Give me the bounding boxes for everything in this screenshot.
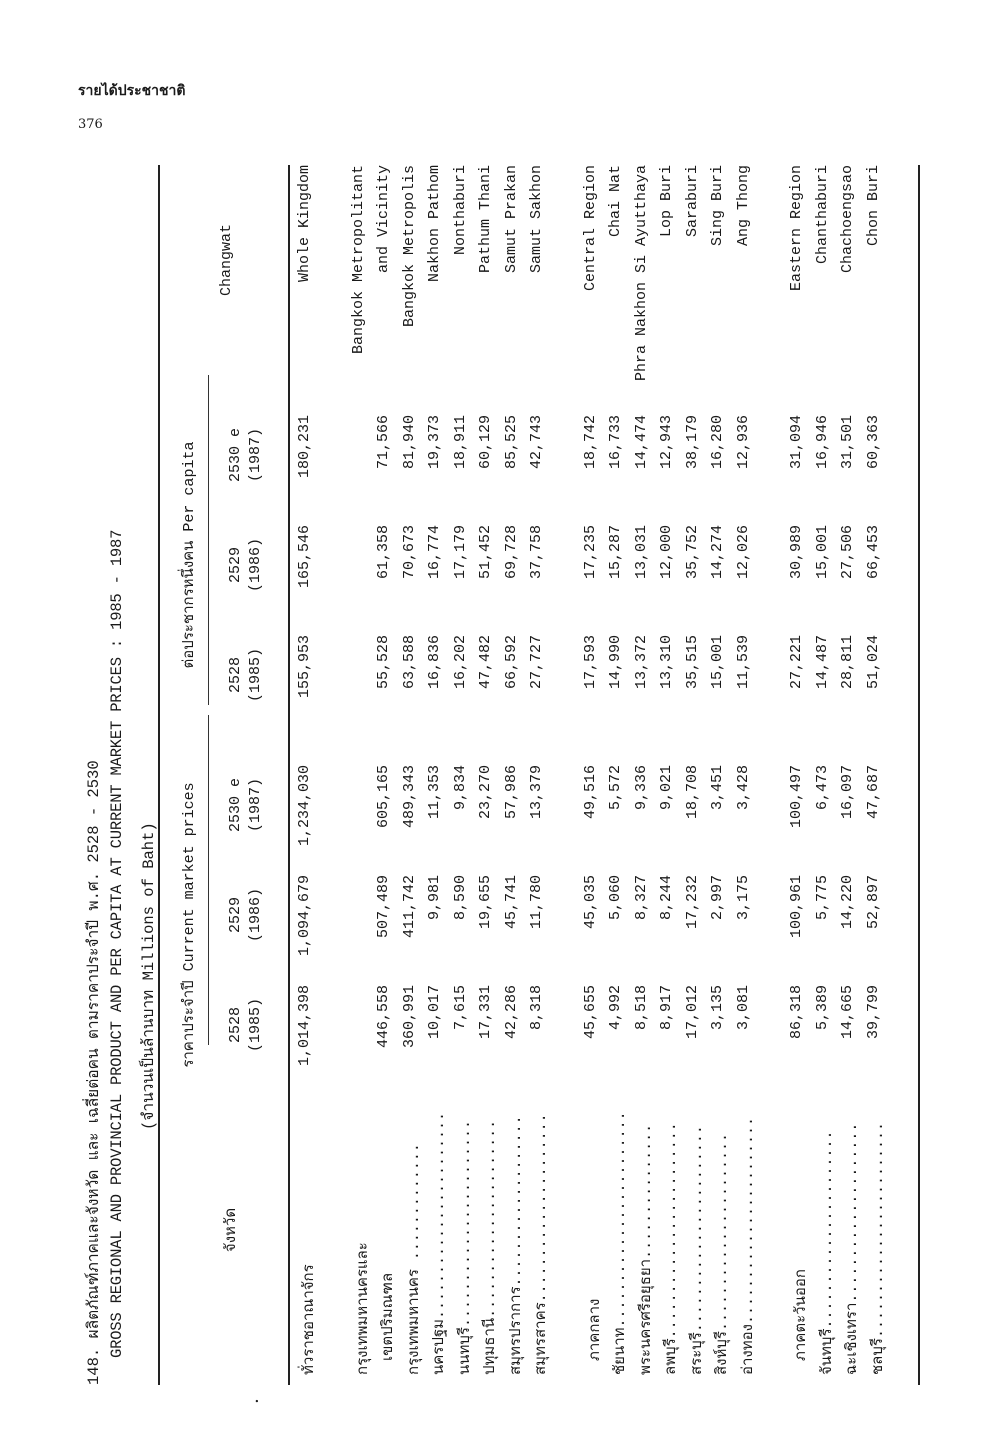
changwat-name-english: Samut Sakhon xyxy=(528,165,545,274)
value-cell: 411,742 xyxy=(400,875,418,939)
changwat-name-english: Eastern Region xyxy=(788,165,805,292)
value-cell: 86,318 xyxy=(788,985,805,1040)
province-name-thai: สมุทรปราการ................... xyxy=(507,1115,525,1375)
value-cell: 16,946 xyxy=(813,415,831,470)
column-year-ce: (1985) xyxy=(247,998,265,1053)
province-name-thai: นนทบุรี....................... xyxy=(456,1119,474,1375)
value-cell: 17,012 xyxy=(683,985,701,1040)
table-row xyxy=(528,165,554,1385)
changwat-name-english: Sing Buri xyxy=(709,165,726,247)
value-cell: 8,327 xyxy=(632,875,650,921)
value-cell: 30,989 xyxy=(788,525,805,580)
value-cell: 66,592 xyxy=(502,635,520,690)
value-cell: 63,588 xyxy=(400,635,418,690)
value-cell: 42,286 xyxy=(502,985,520,1040)
table-row xyxy=(633,165,659,1385)
value-cell: 35,515 xyxy=(683,635,701,690)
changwat-name-english: Chai Nat xyxy=(607,165,624,238)
province-name-thai: ชัยนาท........................ xyxy=(612,1111,629,1375)
value-cell: 9,336 xyxy=(632,765,650,811)
value-cell: 3,428 xyxy=(734,765,752,811)
changwat-name-english: Phra Nakhon Si Ayutthaya xyxy=(632,165,650,382)
value-cell: 13,310 xyxy=(658,635,675,690)
value-cell: 155,953 xyxy=(296,635,313,699)
value-cell: 15,287 xyxy=(607,525,624,580)
table-row xyxy=(350,165,376,1385)
value-cell: 35,752 xyxy=(683,525,701,580)
province-name-thai: เขตปริมณฑล xyxy=(380,1272,397,1361)
value-cell: 2,997 xyxy=(709,875,726,921)
province-name-thai: นครปฐม....................... xyxy=(431,1111,448,1375)
value-cell: 16,733 xyxy=(607,415,624,470)
value-cell: 31,501 xyxy=(839,415,856,470)
column-year-ce: (1986) xyxy=(247,538,265,593)
column-year-be: 2528 xyxy=(227,1007,244,1044)
column-year-be: 2530 e xyxy=(227,778,244,833)
value-cell: 9,981 xyxy=(426,875,443,921)
table-title-english: GROSS REGIONAL AND PROVINCIAL PRODUCT AND PER CAPITA AT CURRENT MARKET PRICES : 1985 - 1987 xyxy=(108,529,126,1358)
value-cell: 60,129 xyxy=(477,415,494,470)
value-cell: 3,451 xyxy=(709,765,726,811)
province-name-thai: อ่างทอง....................... xyxy=(739,1116,757,1375)
value-cell: 3,135 xyxy=(709,985,726,1031)
table-row xyxy=(401,165,427,1385)
table-row xyxy=(839,165,865,1385)
value-cell: 14,274 xyxy=(709,525,726,580)
value-cell: 11,353 xyxy=(426,765,443,820)
value-cell: 8,318 xyxy=(528,985,545,1031)
value-cell: 17,331 xyxy=(477,985,494,1040)
table-row xyxy=(296,165,322,1385)
table-row xyxy=(658,165,684,1385)
column-year-ce: (1985) xyxy=(247,648,265,703)
value-cell: 17,179 xyxy=(451,525,469,580)
value-cell: 14,220 xyxy=(839,875,856,930)
value-cell: 28,811 xyxy=(839,635,856,690)
table-bottom-rule xyxy=(918,165,920,1385)
province-name-thai: ภาคตะวันออก xyxy=(793,1269,810,1361)
group1-underline xyxy=(208,715,209,1045)
column-year-be: 2528 xyxy=(227,657,244,694)
changwat-name-english: Whole Kingdom xyxy=(296,165,313,283)
value-cell: 605,165 xyxy=(375,765,392,829)
value-cell: 31,094 xyxy=(788,415,805,470)
changwat-name-english: Nakhon Pathom xyxy=(426,165,443,283)
changwat-name-english: Chachoengsao xyxy=(839,165,856,274)
value-cell: 55,528 xyxy=(375,635,392,690)
province-name-thai: ปทุมธานี...................... xyxy=(482,1119,499,1375)
column-header-6 xyxy=(226,405,267,505)
table-row xyxy=(709,165,735,1385)
changwat-name-english: Ang Thong xyxy=(734,165,752,247)
province-name-thai: สิงห์บุรี...................... xyxy=(714,1133,731,1375)
value-cell: 16,280 xyxy=(709,415,726,470)
value-cell: 16,774 xyxy=(426,525,443,580)
value-cell: 9,021 xyxy=(658,765,675,811)
value-cell: 49,516 xyxy=(581,765,599,820)
changwat-name-english: Central Region xyxy=(581,165,599,292)
value-cell: 15,001 xyxy=(709,635,726,690)
value-cell: 70,673 xyxy=(400,525,418,580)
value-cell: 18,708 xyxy=(683,765,701,820)
value-cell: 37,758 xyxy=(528,525,545,580)
value-cell: 1,014,398 xyxy=(296,985,313,1067)
value-cell: 360,991 xyxy=(400,985,418,1049)
value-cell: 13,372 xyxy=(632,635,650,690)
value-cell: 66,453 xyxy=(864,525,882,580)
value-cell: 3,081 xyxy=(734,985,752,1031)
value-cell: 27,506 xyxy=(839,525,856,580)
value-cell: 5,389 xyxy=(813,985,831,1031)
value-cell: 16,202 xyxy=(451,635,469,690)
value-cell: 57,986 xyxy=(502,765,520,820)
header-per-capita: ต่อประชากรหนึ่งคน Per capita xyxy=(181,441,198,669)
value-cell: 19,373 xyxy=(426,415,443,470)
value-cell: 17,235 xyxy=(581,525,599,580)
rotated-table xyxy=(48,145,928,1385)
table-unit: (จำนวนเป็นล้านบาท Millions of Baht) xyxy=(140,822,158,1130)
value-cell: 51,452 xyxy=(477,525,494,580)
value-cell: 14,474 xyxy=(632,415,650,470)
value-cell: 18,911 xyxy=(451,415,469,470)
column-year-ce: (1987) xyxy=(247,778,265,833)
changwat-name-english: Pathum Thani xyxy=(477,165,494,274)
value-cell: 1,094,679 xyxy=(296,875,313,957)
province-name-thai: ชลบุรี........................ xyxy=(869,1122,887,1375)
column-year-ce: (1987) xyxy=(247,428,265,483)
province-name-thai: กรุงเทพมหานคร ............. xyxy=(405,1143,423,1375)
changwat-name-english: Nonthaburi xyxy=(451,165,469,256)
value-cell: 38,179 xyxy=(683,415,701,470)
value-cell: 27,727 xyxy=(528,635,545,690)
spacer-row xyxy=(322,165,350,1385)
table-row xyxy=(503,165,529,1385)
spacer-row xyxy=(760,165,788,1385)
value-cell: 42,743 xyxy=(528,415,545,470)
value-cell: 45,655 xyxy=(581,985,599,1040)
column-year-be: 2529 xyxy=(227,547,244,584)
value-cell: 16,097 xyxy=(839,765,856,820)
value-cell: 61,358 xyxy=(375,525,392,580)
value-cell: 13,379 xyxy=(528,765,545,820)
value-cell: 7,615 xyxy=(451,985,469,1031)
value-cell: 18,742 xyxy=(581,415,599,470)
value-cell: 45,035 xyxy=(581,875,599,930)
column-year-be: 2530 e xyxy=(227,428,244,483)
table-row xyxy=(582,165,608,1385)
value-cell: 180,231 xyxy=(296,415,313,479)
header-thai-column: จังหวัด xyxy=(223,1207,240,1253)
value-cell: 52,897 xyxy=(864,875,882,930)
value-cell: 85,525 xyxy=(502,415,520,470)
spacer-row xyxy=(554,165,582,1385)
column-year-ce: (1986) xyxy=(247,888,265,943)
column-header-2 xyxy=(226,865,267,965)
value-cell: 5,060 xyxy=(607,875,624,921)
table-row xyxy=(865,165,891,1385)
value-cell: 1,234,030 xyxy=(296,765,313,847)
column-header-4 xyxy=(226,625,267,725)
value-cell: 14,665 xyxy=(839,985,856,1040)
table-row xyxy=(735,165,761,1385)
table-header-rule xyxy=(288,165,290,1385)
value-cell: 45,741 xyxy=(502,875,520,930)
value-cell: 19,655 xyxy=(477,875,494,930)
changwat-name-english: Chon Buri xyxy=(864,165,882,247)
column-header-1 xyxy=(226,975,267,1075)
table-row xyxy=(375,165,401,1385)
value-cell: 446,558 xyxy=(375,985,392,1049)
running-head: รายได้ประชาชาติ xyxy=(78,83,186,99)
page-number: 376 xyxy=(78,117,103,132)
value-cell: 51,024 xyxy=(864,635,882,690)
table-row xyxy=(684,165,710,1385)
value-cell: 100,497 xyxy=(788,765,805,829)
value-cell: 8,917 xyxy=(658,985,675,1031)
province-name-thai: สระบุรี....................... xyxy=(688,1125,706,1375)
value-cell: 165,546 xyxy=(296,525,313,589)
value-cell: 4,992 xyxy=(607,985,624,1031)
value-cell: 17,593 xyxy=(581,635,599,690)
table-title-thai: 148. ผลิตภัณฑ์ภาคและจังหวัด และ เฉลี่ยต่อคน ตามราคาประจำปี พ.ศ. 2528 - 2530 xyxy=(85,760,103,1385)
value-cell: 23,270 xyxy=(477,765,494,820)
value-cell: 100,961 xyxy=(788,875,805,939)
value-cell: 71,566 xyxy=(375,415,392,470)
value-cell: 11,780 xyxy=(528,875,545,930)
table-row xyxy=(452,165,478,1385)
changwat-name-english: Bangkok Metropolis xyxy=(400,165,418,328)
table-top-rule xyxy=(158,165,160,1385)
value-cell: 11,539 xyxy=(734,635,752,690)
stray-mark: . xyxy=(254,1386,260,1407)
province-name-thai: พระนครศรีอยุธยา............... xyxy=(637,1123,655,1375)
value-cell: 81,940 xyxy=(400,415,418,470)
value-cell: 8,244 xyxy=(658,875,675,921)
value-cell: 39,799 xyxy=(864,985,882,1040)
value-cell: 13,031 xyxy=(632,525,650,580)
group2-underline xyxy=(208,375,209,705)
value-cell: 12,026 xyxy=(734,525,752,580)
changwat-name-english: Chanthaburi xyxy=(813,165,831,265)
province-name-thai: ลพบุรี........................ xyxy=(663,1122,680,1375)
value-cell: 14,990 xyxy=(607,635,624,690)
table-row xyxy=(607,165,633,1385)
value-cell: 69,728 xyxy=(502,525,520,580)
value-cell: 6,473 xyxy=(813,765,831,811)
value-cell: 60,363 xyxy=(864,415,882,470)
value-cell: 507,489 xyxy=(375,875,392,939)
table-row xyxy=(477,165,503,1385)
value-cell: 9,834 xyxy=(451,765,469,811)
header-changwat: Changwat xyxy=(218,224,235,297)
column-header-3 xyxy=(226,755,267,855)
changwat-name-english: Saraburi xyxy=(683,165,701,238)
province-name-thai: ฉะเชิงเทรา.................... xyxy=(844,1122,861,1375)
value-cell: 8,590 xyxy=(451,875,469,921)
value-cell: 5,572 xyxy=(607,765,624,811)
value-cell: 5,775 xyxy=(813,875,831,921)
table-row xyxy=(814,165,840,1385)
changwat-name-english: Bangkok Metropolitant xyxy=(349,165,367,355)
province-name-thai: ทั่วราชอาณาจักร xyxy=(301,1264,318,1375)
value-cell: 12,936 xyxy=(734,415,752,470)
value-cell: 489,343 xyxy=(400,765,418,829)
column-year-be: 2529 xyxy=(227,897,244,934)
changwat-name-english: Lop Buri xyxy=(658,165,675,238)
table-row xyxy=(426,165,452,1385)
changwat-name-english: Samut Prakan xyxy=(502,165,520,274)
province-name-thai: จันทบุรี...................... xyxy=(818,1130,836,1375)
value-cell: 12,000 xyxy=(658,525,675,580)
table-row xyxy=(788,165,814,1385)
value-cell: 17,232 xyxy=(683,875,701,930)
province-name-thai: สมุทรสาคร..................... xyxy=(533,1113,550,1375)
value-cell: 15,001 xyxy=(813,525,831,580)
province-name-thai: กรุงเทพมหานครและ xyxy=(354,1242,372,1375)
value-cell: 3,175 xyxy=(734,875,752,921)
changwat-name-english: and Vicinity xyxy=(375,165,392,274)
value-cell: 12,943 xyxy=(658,415,675,470)
value-cell: 47,482 xyxy=(477,635,494,690)
table-body xyxy=(296,165,890,1385)
value-cell: 47,687 xyxy=(864,765,882,820)
value-cell: 8,518 xyxy=(632,985,650,1031)
value-cell: 14,487 xyxy=(813,635,831,690)
province-name-thai: ภาคกลาง xyxy=(586,1298,604,1361)
column-header-5 xyxy=(226,515,267,615)
header-current-prices: ราคาประจำปี Current market prices xyxy=(181,782,198,1068)
value-cell: 27,221 xyxy=(788,635,805,690)
value-cell: 10,017 xyxy=(426,985,443,1040)
value-cell: 16,836 xyxy=(426,635,443,690)
